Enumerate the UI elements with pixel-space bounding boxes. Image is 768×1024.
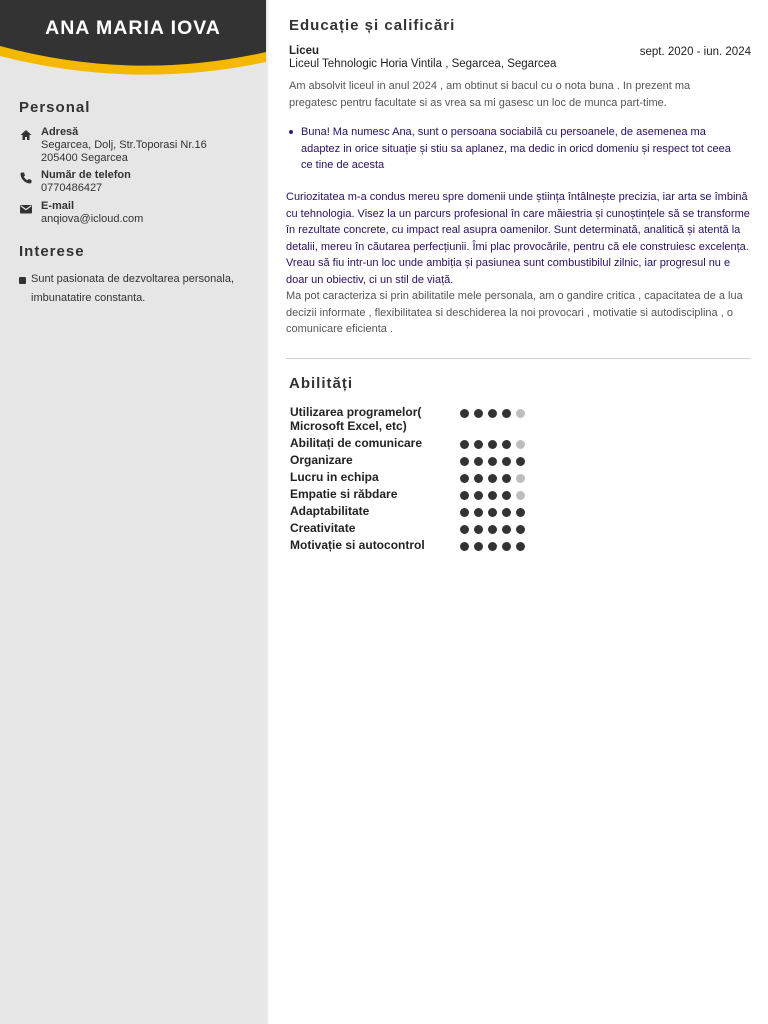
- address-label: Adresă: [41, 126, 79, 138]
- rating-dot-filled: [474, 440, 483, 449]
- rating-dot-filled: [488, 409, 497, 418]
- section-divider: [286, 358, 751, 359]
- education-title: Educație și calificări: [289, 17, 456, 34]
- rating-dot-filled: [488, 474, 497, 483]
- motivation-paragraph: Curiozitatea m-a condus mereu spre domenii unde știința întâlnește precizia, iar arta se îmbină cu tehnologia. Visez la un parcurs profesional în care măiestria și cunoștințele să se transforme în rezultate concrete, cu impact real asupra oamenilor. Sunt determinată, analitică și atentă la detalii, mereu în căutarea perfecțiunii. Îmi plac provocările, pentru că ele construiesc excelența. Vreau să fiu intr-un loc unde ambiția și pasiunea sunt combustibilul zilnic, iar progresul nu e doar un obiectiv, ci un stil de viață.: [286, 191, 750, 286]
- interest-text: Sunt pasionata de dezvoltarea personala, imbunatatire constanta.: [31, 273, 235, 304]
- skills-title: Abilități: [289, 375, 353, 392]
- skill-rating: [460, 474, 525, 483]
- rating-dot-filled: [516, 525, 525, 534]
- rating-dot-filled: [474, 491, 483, 500]
- rating-dot-filled: [516, 508, 525, 517]
- candidate-name: ANA MARIA IOVA: [45, 17, 221, 39]
- rating-dot-filled: [474, 508, 483, 517]
- contact-address: [19, 126, 259, 166]
- characteristics-paragraph: Ma pot caracteriza si prin abilitatile mele personala, am o gandire critica , capacitatea de a lua decizii informate , flexibilitatea si deschiderea la noi provocari , motivatie si autodisciplina , o comunicare eficienta .: [286, 290, 743, 335]
- rating-dot-filled: [488, 525, 497, 534]
- home-icon: [19, 128, 33, 142]
- skill-name: Adaptabilitate: [290, 504, 370, 518]
- rating-dot-empty: [516, 491, 525, 500]
- interest-item: [19, 270, 254, 308]
- education-institution: Liceul Tehnologic Horia Vintila , Segarcea, Segarcea: [289, 58, 557, 70]
- skill-row: [290, 436, 550, 450]
- rating-dot-filled: [474, 457, 483, 466]
- phone-label: Număr de telefon: [41, 169, 131, 181]
- rating-dot-filled: [474, 409, 483, 418]
- interests-title: Interese: [19, 243, 85, 260]
- rating-dot-filled: [460, 474, 469, 483]
- rating-dot-filled: [516, 542, 525, 551]
- rating-dot-filled: [502, 440, 511, 449]
- skill-row: [290, 538, 550, 552]
- rating-dot-filled: [488, 457, 497, 466]
- skills-list: [290, 405, 550, 555]
- rating-dot-filled: [460, 508, 469, 517]
- skill-row: [290, 504, 550, 518]
- phone-icon: [19, 171, 33, 185]
- skill-rating: [460, 525, 525, 534]
- rating-dot-filled: [502, 457, 511, 466]
- contact-phone: [19, 169, 259, 197]
- rating-dot-filled: [502, 542, 511, 551]
- rating-dot-filled: [488, 542, 497, 551]
- contact-email: [19, 200, 259, 228]
- bullet-icon: [19, 277, 26, 284]
- email-icon: [19, 202, 33, 216]
- skill-name: Creativitate: [290, 521, 356, 535]
- skill-rating: [460, 440, 525, 449]
- education-list-text: Buna! Ma numesc Ana, sunt o persoana sociabilă cu persoanele, de asemenea ma adaptez in orice situație și stiu sa aplanez, ma dedic in oricd domeniu și respect tot ceea ce tine de acesta: [301, 126, 731, 171]
- skill-row: [290, 453, 550, 467]
- rating-dot-filled: [502, 508, 511, 517]
- skill-rating: [460, 508, 525, 517]
- rating-dot-filled: [516, 457, 525, 466]
- skill-name: Empatie si răbdare: [290, 487, 398, 501]
- personal-title: Personal: [19, 99, 91, 116]
- rating-dot-filled: [488, 508, 497, 517]
- education-dates: sept. 2020 - iun. 2024: [639, 46, 751, 58]
- rating-dot-empty: [516, 440, 525, 449]
- rating-dot-filled: [502, 525, 511, 534]
- rating-dot-filled: [488, 440, 497, 449]
- rating-dot-filled: [460, 542, 469, 551]
- skill-name: Motivație si autocontrol: [290, 538, 425, 552]
- skill-row: [290, 521, 550, 535]
- rating-dot-filled: [460, 491, 469, 500]
- rating-dot-filled: [460, 409, 469, 418]
- education-description: Am absolvit liceul in anul 2024 , am obtinut si bacul cu o nota buna . In prezent ma pregatesc pentru facultate si as vrea sa mi gasesc un loc de munca part-time.: [289, 80, 691, 109]
- education-school: Liceu: [289, 45, 320, 57]
- rating-dot-filled: [502, 491, 511, 500]
- rating-dot-filled: [460, 525, 469, 534]
- email-label: E-mail: [41, 200, 75, 212]
- bullet-icon: [289, 130, 293, 134]
- rating-dot-empty: [516, 474, 525, 483]
- skill-row: [290, 487, 550, 501]
- skill-row: [290, 405, 550, 433]
- rating-dot-filled: [488, 491, 497, 500]
- header-banner: [0, 0, 266, 86]
- skill-rating: [460, 491, 525, 500]
- sidebar-shadow: [266, 0, 270, 1024]
- skill-rating: [460, 457, 525, 466]
- skill-name: Utilizarea programelor( Microsoft Excel, etc): [290, 405, 422, 433]
- rating-dot-filled: [474, 525, 483, 534]
- skill-name: Organizare: [290, 453, 353, 467]
- rating-dot-empty: [516, 409, 525, 418]
- skill-row: [290, 470, 550, 484]
- rating-dot-filled: [460, 457, 469, 466]
- skill-name: Abilitați de comunicare: [290, 436, 423, 450]
- rating-dot-filled: [474, 542, 483, 551]
- education-list-item: [289, 124, 739, 174]
- skill-name: Lucru in echipa: [290, 470, 379, 484]
- address-value: Segarcea, Dolj, Str.Toporasi Nr.16 205400 Segarcea: [41, 139, 207, 164]
- rating-dot-filled: [502, 474, 511, 483]
- skill-rating: [460, 409, 525, 418]
- email-value: anqiova@icloud.com: [41, 213, 144, 225]
- phone-value: 0770486427: [41, 182, 103, 194]
- skill-rating: [460, 542, 525, 551]
- rating-dot-filled: [502, 409, 511, 418]
- rating-dot-filled: [460, 440, 469, 449]
- rating-dot-filled: [474, 474, 483, 483]
